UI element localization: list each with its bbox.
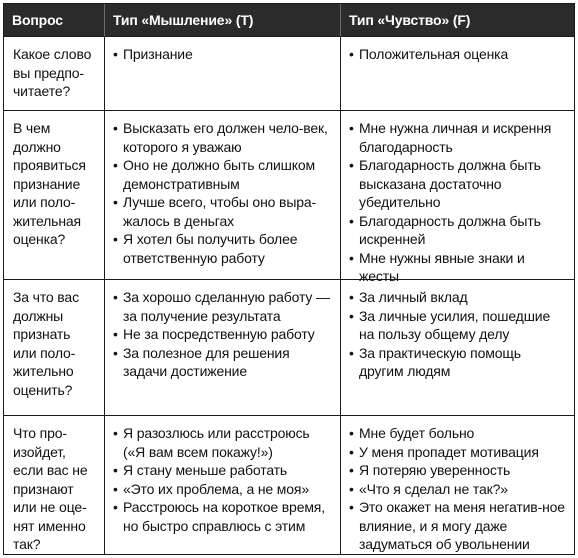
- list-item: • Благодарность должна быть искренней: [349, 212, 566, 249]
- feeling-list: [349, 45, 566, 64]
- thinking-list: [113, 288, 332, 381]
- list-item: • За личный вклад: [349, 288, 566, 307]
- thinking-cell: [105, 37, 341, 111]
- list-item: • У меня пропадет мотивация: [349, 443, 566, 462]
- list-item: • Не за посредственную работу: [113, 325, 332, 344]
- feeling-list: [349, 119, 566, 286]
- list-item: • Мне нужна личная и искрення благодарность: [349, 119, 566, 156]
- list-item: • Оно не должно быть слишком демонстративным: [113, 156, 332, 193]
- header-question: Вопрос: [4, 4, 105, 37]
- header-feeling: Тип «Чувство» (F): [341, 4, 574, 37]
- list-item: • Мне будет больно: [349, 424, 566, 443]
- feeling-cell: [341, 111, 574, 284]
- list-item: • Мне нужны явные знаки и жесты: [349, 249, 566, 286]
- thinking-cell: [105, 416, 341, 554]
- list-item: • Положительная оценка: [349, 45, 566, 64]
- list-item: • Я хотел бы получить более ответственную работу: [113, 230, 332, 267]
- header-thinking: Тип «Мышление» (T): [105, 4, 341, 37]
- question-cell: Какое слово вы предпо-читаете?: [4, 37, 105, 111]
- list-item: • Признание: [113, 45, 332, 64]
- list-item: • За личные усилия, пошедшие на пользу общему делу: [349, 307, 566, 344]
- thinking-list: [113, 45, 332, 64]
- feeling-list: [349, 288, 566, 381]
- question-cell: За что вас должны признать или поло-жительно оценить?: [4, 280, 105, 416]
- list-item: • За практическую помощь другим людям: [349, 344, 566, 381]
- list-item: • Благодарность должна быть высказана достаточно убедительно: [349, 156, 566, 212]
- comparison-table: [3, 3, 575, 555]
- thinking-list: [113, 119, 332, 267]
- feeling-cell: [341, 416, 574, 554]
- list-item: • Лучше всего, чтобы оно выра-жалось в деньгах: [113, 193, 332, 230]
- feeling-cell: [341, 280, 574, 416]
- list-item: • «Что я сделал не так?»: [349, 480, 566, 499]
- question-cell: В чем должно проявиться признание или поло-жительная оценка?: [4, 111, 105, 280]
- feeling-cell: [341, 37, 574, 111]
- list-item: • Высказать его должен чело-век, которого я уважаю: [113, 119, 332, 156]
- list-item: • Я разозлюсь или расстроюсь («Я вам всем покажу!»): [113, 424, 332, 461]
- thinking-cell: [105, 111, 341, 280]
- question-cell: Что про-изойдет, если вас не признают или не оце-нят именно так?: [4, 416, 105, 554]
- list-item: • Я стану меньше работать: [113, 461, 332, 480]
- list-item: • За полезное для решения задачи достижение: [113, 344, 332, 381]
- thinking-list: [113, 424, 332, 535]
- list-item: • «Это их проблема, а не моя»: [113, 480, 332, 499]
- thinking-cell: [105, 280, 341, 416]
- feeling-list: [349, 424, 566, 554]
- list-item: • Я потеряю уверенность: [349, 461, 566, 480]
- list-item: • Это окажет на меня негатив-ное влияние, и я могу даже задуматься об увольнении: [349, 498, 566, 554]
- list-item: • За хорошо сделанную работу — за получение результата: [113, 288, 332, 325]
- list-item: • Расстроюсь на короткое время, но быстро справлюсь с этим: [113, 498, 332, 535]
